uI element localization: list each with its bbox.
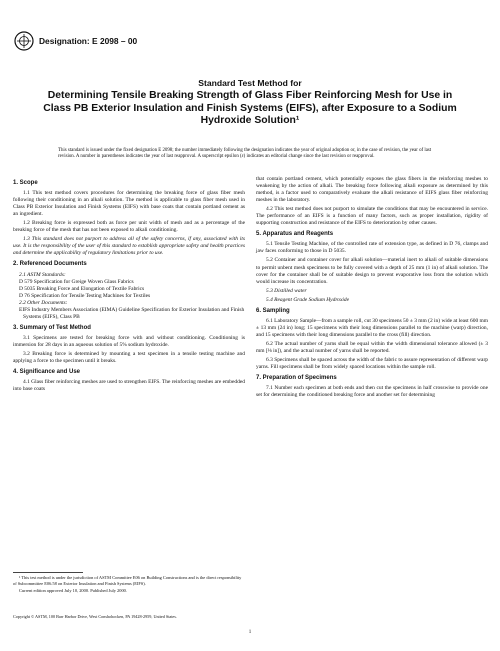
footnote-divider — [13, 572, 83, 573]
paragraph: 3.2 Breaking force is determined by mounting a test specimen in a tensile testing machine and applying a force to the specimen until it breaks. — [13, 350, 245, 365]
left-column — [13, 176, 245, 395]
reference-item: D 76 Specification for Tensile Testing Machines for Textiles — [19, 292, 151, 299]
paragraph: 4.1 Glass fiber reinforcing meshes are used to strengthen EIFS. The reinforcing meshes are embedded into base coats — [13, 379, 245, 393]
title-block — [40, 78, 460, 128]
section-heading: 2. Referenced Documents — [13, 261, 87, 268]
paragraph: 5.1 Tensile Testing Machine, of the controlled rate of extension type, as defined in D 76, clamps and jaw faces conforming to those in D 5035. — [256, 241, 488, 255]
document-title: Determining Tensile Breaking Strength of Glass Fiber Reinforcing Mesh for Use in Class PB Exterior Insulation and Finish Systems (EIFS), after Exposure to a Sodium Hydroxide Solution¹ — [43, 90, 457, 127]
reference-item: D 5035 Breaking Force and Elongation of Textile Fabrics — [19, 285, 145, 292]
paragraph: 5.4 Reagent Grade Sodium Hydroxide — [266, 296, 350, 303]
section-heading: 3. Summary of Test Method — [13, 324, 91, 331]
header — [14, 30, 137, 52]
footnote: ¹ This test method is under the jurisdiction of ASTM Committee E06 on Building Constructions and is the direct responsibility of Subcommittee E06.58 on Exterior Insulation and Finish Systems (EIFS). — [13, 575, 242, 586]
paragraph: 1.1 This test method covers procedures for determining the breaking force of glass fiber mesh following their conditioning in an alkali solution. The method is applicable to glass fiber mesh used in Class PB Exterior Insulation and Finish Systems (EIFS) with base coats that contain portland cement as an ingredient. — [13, 190, 245, 218]
paragraph: 1.2 Breaking force is expressed both as force per unit width of mesh and as a percentage of the breaking force of the mesh that has not been exposed to alkali conditioning. — [13, 220, 245, 234]
reference-item: D 579 Specification for Greige Woven Glass Fabrics — [19, 278, 134, 285]
issuance-note: This standard is issued under the fixed designation E 2098; the number immediately following the designation indicates the year of original adoption or, in the case of revision, the year of last revision. A number in parentheses indicates the year of last reapproval. A superscript epsilon (ε) indicates an editorial change since the last revision or reapproval. — [58, 148, 432, 160]
section-heading: 6. Sampling — [256, 307, 290, 314]
paragraph: 6.3 Specimens shall be spaced across the width of the fabric to assure representation of different warp yarns. Fill specimens shall be from widely spaced locations within the sample roll. — [256, 357, 488, 371]
paragraph: 3.1 Specimens are tested for breaking force with and without conditioning. Conditioning is immersion for 28 days in an aqueous solution of 5% sodium hydroxide. — [13, 334, 245, 348]
paragraph: 6.1 Laboratory Sample—from a sample roll, cut 30 specimens 50 ± 3 mm (2 in) wide at least 600 mm ± 13 mm (24 in) long; 15 specimens with their long dimensions parallel to the machine (warp) direction, and 15 specimens with their long dimensions parallel to the cross (fill) direction. — [256, 317, 488, 338]
astm-logo-icon — [14, 31, 34, 51]
subsection-label: 2.2 Other Documents: — [19, 299, 68, 306]
reference-item: EIFS Industry Members Association (EIMA) Guideline Specification for Exterior Insulation and Finish Systems (EIFS), Class PB — [19, 306, 245, 320]
page-number: 1 — [248, 630, 252, 635]
section-heading: 4. Significance and Use — [13, 369, 81, 376]
paragraph: 4.2 This test method does not purport to simulate the conditions that may be encountered in service. The performance of an EIFS is a function of many factors, such as proper installation, rigidity of supporting construction and resistance of the EIFS to deterioration by other causes. — [256, 206, 488, 227]
section-heading: 5. Apparatus and Reagents — [256, 231, 334, 238]
footnotes — [13, 575, 243, 594]
safety-paragraph: 1.3 This standard does not purport to address all of the safety concerns, if any, associated with its use. It is the responsibility of the user of this standard to establish appropriate safety and health practices and determine the applicability of regulatory limitations prior to use. — [13, 236, 245, 257]
subsection-label: 2.1 ASTM Standards: — [19, 271, 66, 278]
section-heading: 1. Scope — [13, 180, 38, 186]
footnote: Current edition approved July 10, 2000. Published July 2000. — [19, 587, 127, 593]
title-prefix: Standard Test Method for — [198, 78, 302, 88]
designation: Designation: E 2098 – 00 — [39, 36, 138, 46]
right-column — [256, 176, 488, 401]
paragraph: 7.1 Number each specimen at both ends and then cut the specimens in half crosswise to provide one set for determining the conditioned breaking force and another set for determining — [256, 385, 488, 399]
section-heading: 7. Preparation of Specimens — [256, 375, 337, 382]
copyright-line: Copyright © ASTM, 100 Barr Harbor Drive, West Conshohocken, PA 19428-2959, United States. — [13, 614, 177, 619]
paragraph: that contain portland cement, which potentially exposes the glass fibers in the reinforcing meshes to weakening by the action of alkali. The breaking force following alkali exposure as determined by this method, is a factor used to comparatively evaluate the alkali resistance of EIFS glass fiber reinforcing meshes in the laboratory. — [256, 176, 488, 204]
paragraph: 6.2 The actual number of yarns shall be equal within the width dimensional tolerance allowed (± 3 mm [⅛ in]), and the actual number of yarns shall be reported. — [256, 340, 488, 354]
paragraph: 5.3 Distilled water — [266, 287, 307, 294]
paragraph: 5.2 Container and container cover for alkali solution—material inert to alkali of suitable dimensions to permit unbent mesh specimens to be fully covered with a depth of 25 mm (1 in) of alkali solution. The cover for the container shall be of suitable design to prevent evaporative loss from the solution which would increase its concentration. — [256, 257, 488, 285]
